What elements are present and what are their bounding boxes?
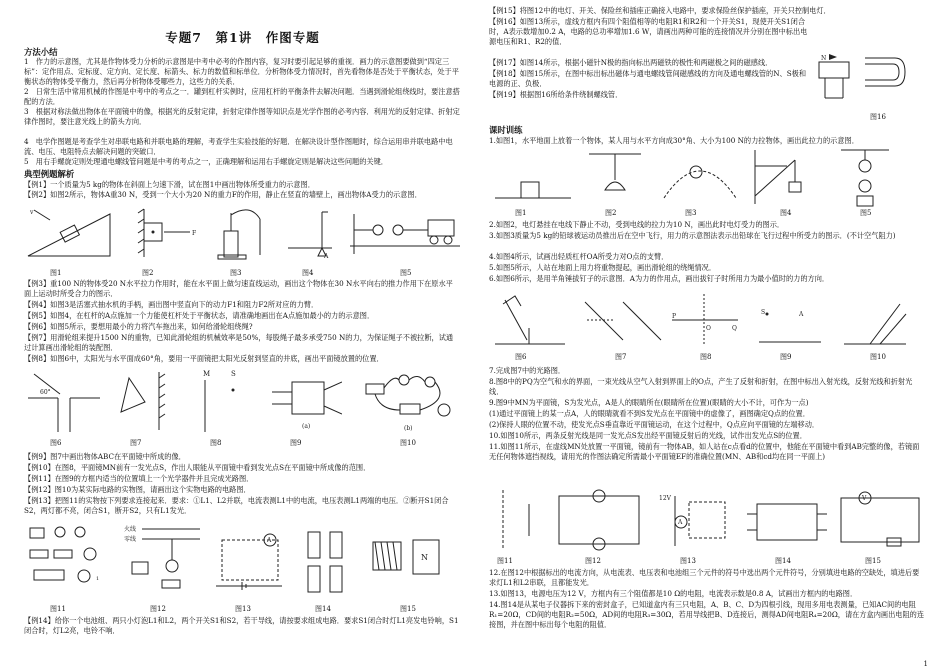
- practice-8: 8.图8中的PQ为空气和水的界面，一束光线从空气入射到界面上的O点，产生了反射和折射，在图中标出入射光线，反射光线和折射光线．: [489, 377, 913, 396]
- right-column: [485, 0, 930, 672]
- summary-4: 4 电学作图题是考查学生对串联电路和并联电路的理解，考查学生实验技能的好题．在解决设计型作图题时，综合运用串并联电路中电流、电压、电阻特点去解决问题的突破口．: [24, 137, 453, 156]
- practice-fig6-hammer: [493, 290, 568, 350]
- label-voltmeter: V: [862, 495, 867, 502]
- practice-caption-15: 图15: [865, 557, 881, 565]
- caption-fig4: 图4: [302, 269, 314, 277]
- label-12v: 12V: [659, 495, 671, 502]
- practice-caption-12: 图12: [585, 557, 601, 565]
- practice-5: 5.如图5所示，人站在地面上用力将重物提起，画出滑轮组的绕绳情况．: [489, 263, 717, 272]
- figure-12-household-wiring: [122, 522, 202, 600]
- figure-7-mirror-abc: [115, 372, 175, 434]
- practice-10: 10.如图10所示，两条反射光线是同一发光点S发出经平面镜反射后的光线，试作出发光点S的位置．: [489, 431, 807, 440]
- example-1: 【例1】一个质量为5 kg的物体在斜面上匀速下滑，试在图1中画出物体所受重力的示意图．: [24, 180, 315, 189]
- figure-4-lever: [282, 208, 338, 262]
- example-17: 【例17】如图14所示，根据小磁针N极的指向标出两磁铁的极性和两磁极之间的磁感线．: [489, 58, 773, 67]
- summary-2: 2 日常生活中常用机械的作图是中考中的考点之一．罐到杠杆实例时，应用杠杆的平衡条件去解决问题．当遇到滑轮组绕线时，要注意搭配的方法．: [24, 87, 460, 106]
- caption-fig10: 图10: [400, 439, 416, 447]
- summary-5: 5 用右手螺旋定则处理通电螺线管问题是中考的考点之一，正确理解和运用右手螺旋定则是解决这些问题的关键．: [24, 157, 388, 166]
- caption-fig1: 图1: [50, 269, 62, 277]
- practice-9-1: (1)通过平面镜上的某一点A，人的眼睛就看不到S发光点在平面镜中的虚像了，画图确定Q点的位置．: [489, 409, 810, 418]
- label-ammeter: A: [678, 519, 683, 526]
- caption-fig14: 图14: [315, 605, 331, 613]
- caption-fig15: 图15: [400, 605, 416, 613]
- figure-13-resistor-box: [212, 530, 290, 596]
- figure-9-optic-box: [272, 372, 342, 434]
- practice-caption-9: 图9: [780, 353, 792, 361]
- svg-text:Q: Q: [732, 325, 737, 332]
- label-b: (b): [404, 425, 413, 432]
- practice-9: 9.图9中MN为平面镜，S为发光点，A是人的眼睛所在(眼睛所在位置)(眼睛的大小不计，可作为一点): [489, 398, 809, 407]
- page-title: 专题7 第1讲 作图专题: [165, 30, 320, 45]
- caption-fig5: 图5: [400, 269, 412, 277]
- caption-fig11: 图11: [50, 605, 66, 613]
- practice-caption-2: 图2: [605, 209, 617, 217]
- practice-caption-14: 图14: [775, 557, 791, 565]
- left-column: [20, 0, 465, 672]
- figure-5-car-pulley: [350, 210, 460, 260]
- svg-text:N: N: [421, 553, 428, 562]
- svg-text:A: A: [799, 311, 804, 318]
- summary-3: 3 根据对称法做出物体在平面镜中的像，根据光的反射定律，折射定律作图等知识点是光学作图的必考内容．利用光的反射定律、折射定律作图时，要注意光线上的箭头方向．: [24, 107, 460, 126]
- practice-4: 4.如图4所示，试画出轻质杠杆OA所受力对O点的支臂．: [489, 252, 669, 261]
- practice-caption-1: 图1: [515, 209, 527, 217]
- example-9: 【例9】图7中画出物体ABC在平面镜中所成的像．: [24, 452, 186, 461]
- practice-fig5-pulley: [835, 146, 895, 208]
- figure-15-solenoid: [365, 532, 445, 592]
- example-18: 【例18】如图15所示，在图中标出标出磁体与通电螺线管间磁感线的方向及通电螺线管的N、S极和电源的正、负极．: [489, 69, 807, 88]
- svg-text:F: F: [192, 230, 197, 237]
- example-6: 【例6】如图5所示，要想用最小的力将汽车拖出来，如何给滑轮组绕绳?: [24, 322, 253, 331]
- practice-fig9-mirror: [755, 294, 825, 348]
- caption-fig16: 图16: [870, 113, 886, 121]
- practice-heading: 课时训练: [489, 125, 523, 135]
- practice-fig4-lever: [747, 146, 807, 208]
- figure-14-magnets: [302, 526, 352, 596]
- example-10: 【例10】在图8，平面镜MN前有一发光点S，作出人眼能从平面镜中看到发光点S在平面镜中所成像的范围．: [24, 463, 371, 472]
- example-5: 【例5】如图4，在杠杆的A点施加一个力能使杠杆处于平衡状态，请准确地画出在A点施加最小的力的示意图．: [24, 311, 375, 320]
- example-12: 【例12】图10为某实际电路的实物图，请画出这个实物电路的电路图．: [24, 485, 251, 494]
- examples-heading: 典型例题解析: [24, 169, 75, 179]
- practice-fig12-circuit: [553, 488, 645, 552]
- practice-1: 1.如图1，水平地面上放着一个物体，某人用与水平方向成30°角、大小为100 N的力拉物体，画出此拉力的示意图．: [489, 136, 859, 145]
- figure-1-incline: [24, 204, 114, 262]
- practice-caption-11: 图11: [497, 557, 513, 565]
- practice-3: 3.如图3质量为5 kg的铅球被运动员推出后在空中飞行，用力的示意图法表示出铅球在飞行过程中所受力的图示．(不计空气阻力): [489, 231, 896, 240]
- practice-fig10-reflection: [840, 292, 910, 350]
- summary-1: 1 作力的示意图，尤其是作物体受力分析的示意图是中考中必考的作图内容，复习时要引起足够的重视．画力的示意图要做到“四定三标”：定作用点、定标度、定方向、定长度、标箭头、标力的数值和标单位．分析物体受力情况时，首先看物体是否处于平衡状态，处于平衡状态的物体受平衡力，然后再分析物体受哪些力，这些力的关系．: [24, 57, 459, 86]
- practice-14: 14.图14是从某电子仪器拆下来的密封盒子，已知道盒内有三只电阻，A、B、C、D为四根引线，现用多用电表测量，已知AC间的电阻R₁=20Ω，CD间的电阻R₂=50Ω，AD间的电阻R₃=30Ω，若用导线把B、D连接后，测得AD间电阻R₄=20Ω，请在方盒内画出电阻的连接图，并在图中标出每个电阻的阻值．: [489, 600, 925, 629]
- label-m: M: [203, 370, 211, 378]
- example-14: 【例14】给你一个电池组、两只小灯泡L1和L2，两个开关S1和S2，若干导线，请按要求组成电路．要求S1闭合时灯L1亮发电铃响，S1闭合时，灯L2亮，电铃不响．: [24, 616, 459, 635]
- caption-fig12: 图12: [150, 605, 166, 613]
- example-2: 【例2】如图2所示，物体A重30 N，受到一个大小为20 N的重力F的作用，静止在竖直的墙壁上，画出物体A受力的示意图．: [24, 190, 422, 199]
- example-11: 【例11】在图9的方框内适当的位置填上一个光学器件并且完成光路图．: [24, 474, 254, 483]
- practice-fig3-shotput: [660, 150, 740, 206]
- svg-text:O: O: [706, 325, 711, 332]
- svg-text:S: S: [761, 309, 766, 316]
- svg-text:1: 1: [96, 576, 100, 582]
- practice-fig2-lamp: [585, 150, 645, 206]
- practice-fig13-battery-box: [655, 488, 735, 552]
- example-8: 【例8】如图6中，太阳光与水平面成60°角，要用一平面镜把太阳光反射到竖直的井底，画出平面镜放置的位置．: [24, 354, 384, 363]
- practice-caption-13: 图13: [680, 557, 696, 565]
- summary-heading: 方法小结: [24, 47, 58, 57]
- example-4: 【例4】如图3是活塞式抽水机的手柄，画出图中竖直向下的动力F1和阻力F2所对应的力臂．: [24, 300, 319, 309]
- practice-caption-8: 图8: [700, 353, 712, 361]
- label-a: (a): [302, 423, 311, 430]
- figure-3-pump-handle: [210, 203, 270, 261]
- practice-fig14-sealed-box: [747, 494, 827, 550]
- practice-fig11-mirror-mn: [493, 486, 548, 554]
- caption-fig6: 图6: [50, 439, 62, 447]
- practice-11: 11.如图11所示，在虚线MN处放置一平面镜，镜前有一物体AB，如人站在c点看d的位置中，他能在平面镜中看到AB完整的像，若镜面无任何物体遮挡视线，请用光的作图法确定所需最小平面镜EF的准确位置(MN、AB和cd均在同一平面上): [489, 442, 920, 461]
- practice-caption-3: 图3: [685, 209, 697, 217]
- example-7: 【例7】用滑轮组来提升1500 N的重物，已知此滑轮组的机械效率是50%，每股绳子最多承受750 N的力，为保证绳子不被拉断，试通过计算画出滑轮组的装配图．: [24, 333, 454, 352]
- example-15: 【例15】将图12中的电灯、开关、保险丝和插座正确接入电路中，要求保险丝保护插座，开关只控制电灯．: [489, 6, 831, 15]
- caption-fig3: 图3: [230, 269, 242, 277]
- practice-6: 6.如图6所示，是用羊角锤拔钉子的示意图．A为力的作用点，画出拔钉子时所用力为最小值时的力的方向．: [489, 274, 830, 283]
- practice-caption-5: 图5: [860, 209, 872, 217]
- caption-fig7: 图7: [130, 439, 142, 447]
- practice-caption-6: 图6: [515, 353, 527, 361]
- example-16: 【例16】如图13所示，虚线方框内有四个阻值相等的电阻R1和R2和一个开关S1，现使开关S1闭合时，A表示数增加0.2 A，电路的总功率增加1.6 W，请画出两种可能的连接情况并分别在图中标出电源电压和R1、R2的值．: [489, 17, 808, 46]
- figure-11-components: [24, 520, 119, 600]
- practice-9-2: (2)保持人眼的位置不动，使发光点S垂直靠近平面镜运动，在这个过程中，Q点应向平面镜的左端移动．: [489, 420, 820, 429]
- practice-7: 7.完成图7中的光路图．: [489, 366, 566, 375]
- practice-12: 12.在图12中根据标出的电流方向，从电流表、电压表和电池组三个元件的符号中选出两个元件符号，分别填进电路的空缺处，填进后要求灯L1和L2串联，且都能发光．: [489, 568, 920, 587]
- caption-fig2: 图2: [142, 269, 154, 277]
- figure-2-wall-block: [130, 205, 200, 261]
- svg-text:P: P: [672, 313, 677, 320]
- example-19: 【例19】根据图16所给条件绕制螺线管．: [489, 90, 623, 99]
- caption-fig13: 图13: [235, 605, 251, 613]
- practice-13: 13.如图13，电源电压为12 V，方框内有三个阻值都是10 Ω的电阻，电流表示数是0.8 A，试画出方框内的电路图．: [489, 589, 858, 598]
- practice-fig15-circuit: [835, 488, 925, 552]
- label-live-wire: 火线: [124, 526, 137, 533]
- figure-16-solenoid-magnet: [815, 48, 925, 110]
- practice-caption-4: 图4: [780, 209, 792, 217]
- page-number: 1: [923, 660, 928, 668]
- figure-8-mirror-mn: [195, 368, 255, 436]
- svg-text:A: A: [267, 537, 272, 544]
- figure-10-real-circuit: [360, 370, 460, 436]
- practice-fig1-box: [493, 150, 573, 206]
- practice-2: 2.如图2，电灯悬挂在电线下静止不动，受到电线的拉力为10 N，画出此时电灯受力的图示．: [489, 220, 785, 229]
- label-s: S: [231, 370, 236, 378]
- label-neutral-wire: 零线: [124, 536, 137, 543]
- caption-fig9: 图9: [290, 439, 302, 447]
- svg-text:v: v: [30, 209, 34, 216]
- practice-caption-7: 图7: [615, 353, 627, 361]
- caption-fig8: 图8: [210, 439, 222, 447]
- practice-fig8-interface: [670, 290, 740, 348]
- practice-caption-10: 图10: [870, 353, 886, 361]
- example-13: 【例13】把图11的实物按下列要求连接起来．要求：①L1、L2并联，电流表测L1中的电流，电压表测L1两端的电压．②断开S1闭合S2，两灯都不亮，闭合S1，断开S2，只有L1发光．: [24, 496, 449, 515]
- svg-text:60°: 60°: [40, 389, 51, 396]
- practice-fig7-refraction: [583, 292, 663, 348]
- figure-6-well: [24, 368, 104, 436]
- example-3: 【例3】重100 N的物体受20 N水平拉力作用时，能在水平面上做匀速直线运动，画出这个物体在30 N水平向右的推力作用下在原水平面上运动时所受合力的图示．: [24, 279, 453, 298]
- svg-text:A: A: [324, 253, 329, 260]
- svg-text:N: N: [821, 55, 827, 62]
